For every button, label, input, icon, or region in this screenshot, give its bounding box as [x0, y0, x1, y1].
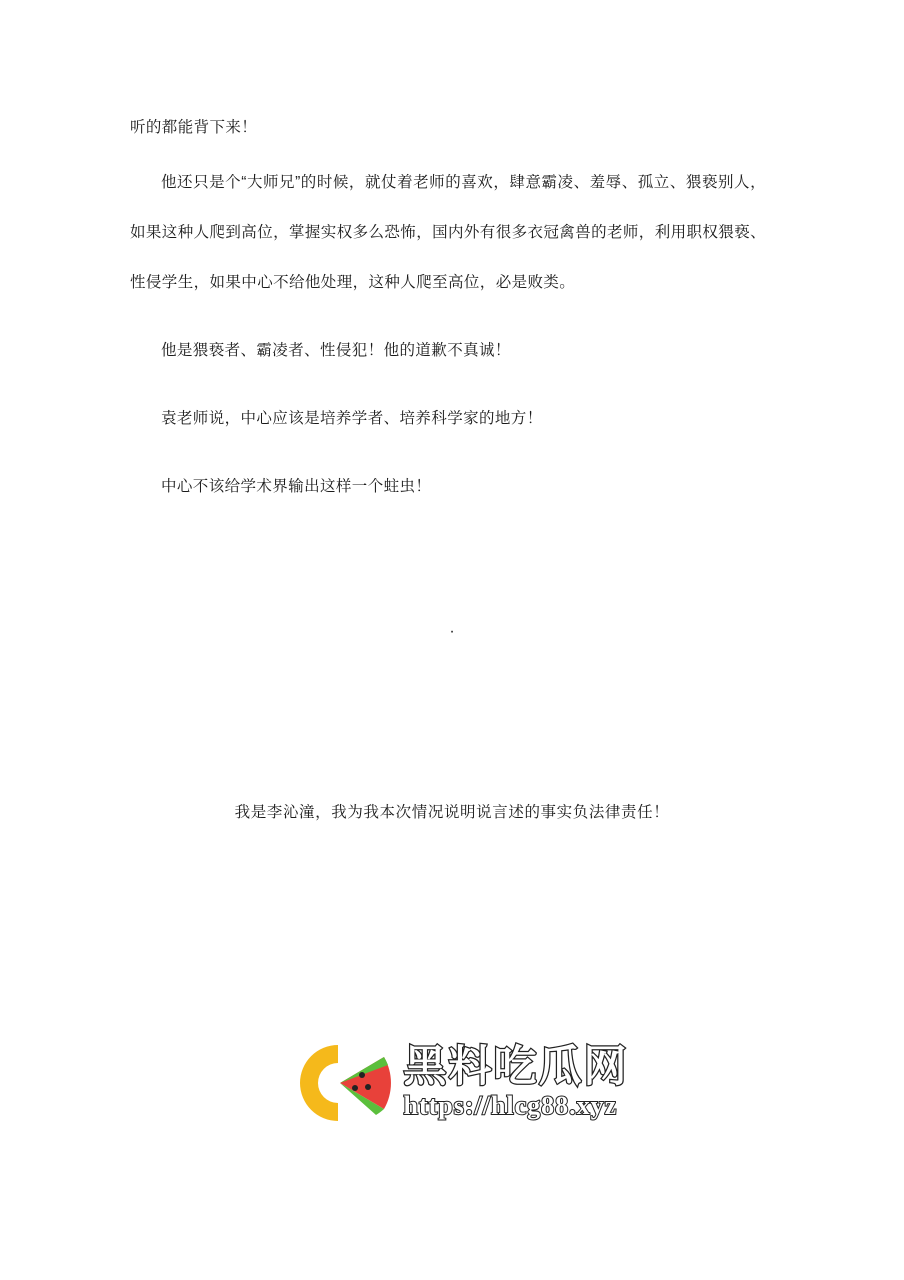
separator-dot: · [449, 623, 455, 640]
paragraph-spacer [130, 308, 766, 326]
watermark [0, 1035, 904, 1131]
watermark-url: https://hlcg88.xyz [403, 1091, 618, 1121]
paragraph-senior-brother: 他还只是个“大师兄”的时候，就仗着老师的喜欢，肆意霸凌、羞辱、孤立、猥亵别人，如果这种人爬到高位，掌握实权多么恐怖，国内外有很多衣冠禽兽的老师，利用职权猥亵、性侵学生，如果中心不给他处理，这种人爬至高位，必是败类。 [130, 174, 767, 291]
paragraph-teacher-yuan: 袁老师说，中心应该是培养学者、培养科学家的地方！ [161, 410, 543, 427]
paragraph-spacer [130, 376, 766, 394]
watermark-text [404, 1045, 629, 1121]
paragraph-center-should-not: 中心不该给学术界输出这样一个蛀虫！ [161, 478, 432, 495]
watermark-brand: 黑料吃瓜网 [403, 1043, 629, 1092]
paragraph-spacer [130, 148, 766, 158]
site-logo-icon [276, 1035, 394, 1131]
paragraph-accusation: 他是猥亵者、霸凌者、性侵犯！他的道歉不真诚！ [161, 342, 511, 359]
closing-statement: 我是李沁潼，我为我本次情况说明说言述的事实负法律责任！ [234, 804, 670, 821]
document-body [130, 108, 766, 512]
paragraph-spacer [130, 444, 766, 462]
paragraph-continued-line: 听的都能背下来！ [130, 119, 258, 136]
